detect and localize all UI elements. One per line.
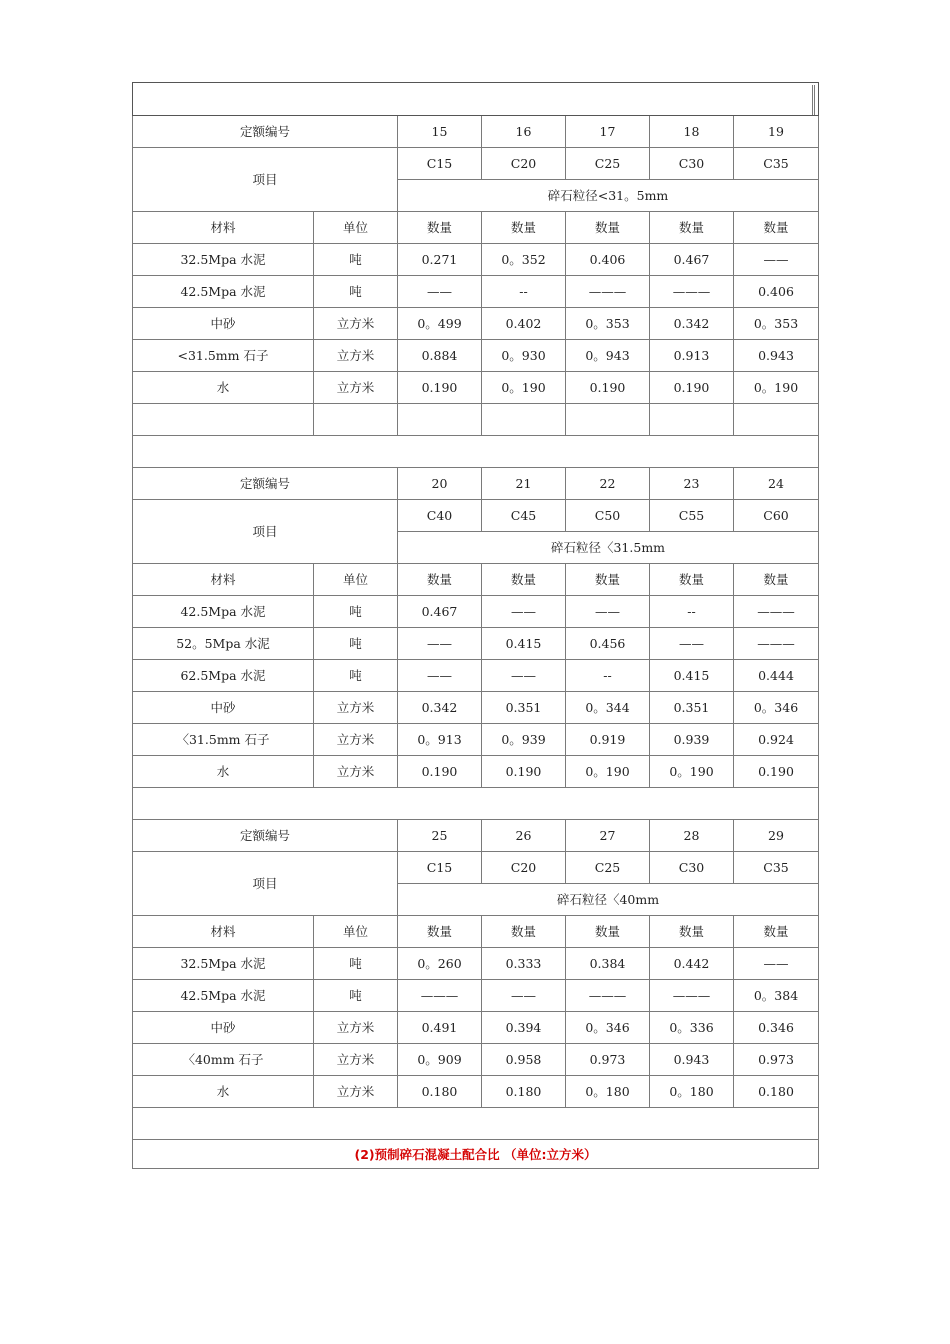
quantity-value: 0。190 bbox=[482, 372, 566, 404]
code-cell: 17 bbox=[566, 116, 650, 148]
mix-ratio-table-body bbox=[133, 83, 819, 1169]
material-unit: 立方米 bbox=[314, 1012, 398, 1044]
top-blank-cell bbox=[133, 83, 819, 116]
code-label: 定额编号 bbox=[133, 820, 398, 852]
quantity-header: 数量 bbox=[650, 916, 734, 948]
material-unit: 立方米 bbox=[314, 1044, 398, 1076]
quantity-value: -- bbox=[566, 660, 650, 692]
blank-cell bbox=[566, 404, 650, 436]
material-header: 材料 bbox=[133, 212, 314, 244]
quantity-value: 0.180 bbox=[482, 1076, 566, 1108]
quantity-value: 0.958 bbox=[482, 1044, 566, 1076]
quantity-value: —— bbox=[482, 980, 566, 1012]
blank-cell bbox=[398, 404, 482, 436]
quantity-header: 数量 bbox=[734, 916, 819, 948]
material-name: 52。5Mpa 水泥 bbox=[133, 628, 314, 660]
material-unit: 吨 bbox=[314, 276, 398, 308]
material-unit: 立方米 bbox=[314, 724, 398, 756]
code-row bbox=[133, 468, 819, 500]
quantity-value: —— bbox=[734, 948, 819, 980]
quantity-value: 0。346 bbox=[566, 1012, 650, 1044]
quantity-value: 0。190 bbox=[734, 372, 819, 404]
grade-row bbox=[133, 148, 819, 180]
quantity-value: ——— bbox=[650, 980, 734, 1012]
quantity-value: 0.939 bbox=[650, 724, 734, 756]
material-row bbox=[133, 244, 819, 276]
material-row bbox=[133, 692, 819, 724]
code-row bbox=[133, 820, 819, 852]
material-name: 32.5Mpa 水泥 bbox=[133, 948, 314, 980]
blank-cell bbox=[482, 404, 566, 436]
quantity-value: 0.406 bbox=[566, 244, 650, 276]
quantity-value: 0.342 bbox=[650, 308, 734, 340]
top-blank-row bbox=[133, 83, 819, 116]
material-name: 中砂 bbox=[133, 308, 314, 340]
material-row bbox=[133, 756, 819, 788]
material-row bbox=[133, 372, 819, 404]
quantity-value: 0.190 bbox=[398, 372, 482, 404]
unit-header: 单位 bbox=[314, 212, 398, 244]
quantity-value: 0.943 bbox=[650, 1044, 734, 1076]
material-unit: 立方米 bbox=[314, 1076, 398, 1108]
unit-header: 单位 bbox=[314, 916, 398, 948]
code-cell: 16 bbox=[482, 116, 566, 148]
quantity-value: 0。930 bbox=[482, 340, 566, 372]
material-name: 水 bbox=[133, 1076, 314, 1108]
quantity-value: 0.467 bbox=[398, 596, 482, 628]
quantity-value: 0.271 bbox=[398, 244, 482, 276]
quantity-value: —— bbox=[566, 596, 650, 628]
material-row bbox=[133, 308, 819, 340]
quantity-value: 0。190 bbox=[566, 756, 650, 788]
quantity-value: ——— bbox=[734, 596, 819, 628]
material-unit: 吨 bbox=[314, 628, 398, 660]
quantity-header: 数量 bbox=[650, 212, 734, 244]
material-name: 62.5Mpa 水泥 bbox=[133, 660, 314, 692]
code-cell: 24 bbox=[734, 468, 819, 500]
quantity-value: 0.346 bbox=[734, 1012, 819, 1044]
quantity-value: ——— bbox=[734, 628, 819, 660]
mix-ratio-table bbox=[132, 82, 819, 1169]
quantity-header: 数量 bbox=[398, 212, 482, 244]
blank-cell bbox=[133, 404, 314, 436]
quantity-header: 数量 bbox=[650, 564, 734, 596]
material-unit: 吨 bbox=[314, 948, 398, 980]
quantity-value: 0。913 bbox=[398, 724, 482, 756]
code-row bbox=[133, 116, 819, 148]
code-cell: 27 bbox=[566, 820, 650, 852]
quantity-value: 0。499 bbox=[398, 308, 482, 340]
quantity-value: 0.973 bbox=[566, 1044, 650, 1076]
quantity-header: 数量 bbox=[566, 212, 650, 244]
quantity-value: 0。190 bbox=[650, 756, 734, 788]
quantity-value: -- bbox=[650, 596, 734, 628]
code-cell: 20 bbox=[398, 468, 482, 500]
quantity-header: 数量 bbox=[482, 212, 566, 244]
blank-cell bbox=[650, 404, 734, 436]
quantity-header: 数量 bbox=[734, 212, 819, 244]
material-row bbox=[133, 660, 819, 692]
code-cell: 19 bbox=[734, 116, 819, 148]
section-separator-row bbox=[133, 788, 819, 820]
material-name: 42.5Mpa 水泥 bbox=[133, 980, 314, 1012]
quantity-value: 0.456 bbox=[566, 628, 650, 660]
material-row bbox=[133, 276, 819, 308]
grade-cell: C50 bbox=[566, 500, 650, 532]
grade-cell: C45 bbox=[482, 500, 566, 532]
quantity-value: 0.351 bbox=[650, 692, 734, 724]
quantity-value: 0.973 bbox=[734, 1044, 819, 1076]
material-row bbox=[133, 1012, 819, 1044]
quantity-value: 0.919 bbox=[566, 724, 650, 756]
quantity-value: 0。180 bbox=[650, 1076, 734, 1108]
grade-cell: C30 bbox=[650, 852, 734, 884]
grade-cell: C20 bbox=[482, 852, 566, 884]
quantity-value: 0.884 bbox=[398, 340, 482, 372]
quantity-value: —— bbox=[398, 628, 482, 660]
blank-cell bbox=[734, 404, 819, 436]
material-unit: 立方米 bbox=[314, 340, 398, 372]
quantity-value: 0.415 bbox=[650, 660, 734, 692]
table-caption: (2)预制碎石混凝土配合比 （单位:立方米） bbox=[133, 1140, 819, 1169]
quantity-value: 0。353 bbox=[566, 308, 650, 340]
blank-cell bbox=[314, 404, 398, 436]
grade-row bbox=[133, 500, 819, 532]
quantity-header: 数量 bbox=[398, 564, 482, 596]
material-name: 〈31.5mm 石子 bbox=[133, 724, 314, 756]
material-header: 材料 bbox=[133, 564, 314, 596]
quantity-header: 数量 bbox=[566, 564, 650, 596]
quantity-value: 0.333 bbox=[482, 948, 566, 980]
material-unit: 吨 bbox=[314, 244, 398, 276]
quantity-value: ——— bbox=[566, 980, 650, 1012]
quantity-value: —— bbox=[482, 660, 566, 692]
material-name: 42.5Mpa 水泥 bbox=[133, 596, 314, 628]
grade-cell: C15 bbox=[398, 148, 482, 180]
quantity-value: 0.190 bbox=[398, 756, 482, 788]
quantity-header: 数量 bbox=[482, 564, 566, 596]
quantity-value: 0.913 bbox=[650, 340, 734, 372]
material-header-row bbox=[133, 916, 819, 948]
code-cell: 26 bbox=[482, 820, 566, 852]
quantity-value: 0.467 bbox=[650, 244, 734, 276]
code-label: 定额编号 bbox=[133, 468, 398, 500]
material-row bbox=[133, 340, 819, 372]
separator-cell bbox=[133, 788, 819, 820]
quantity-value: 0.342 bbox=[398, 692, 482, 724]
grade-cell: C25 bbox=[566, 148, 650, 180]
quantity-header: 数量 bbox=[566, 916, 650, 948]
quantity-value: 0.444 bbox=[734, 660, 819, 692]
separator-cell bbox=[133, 1108, 819, 1140]
material-unit: 立方米 bbox=[314, 372, 398, 404]
item-label: 项目 bbox=[133, 852, 398, 916]
material-row bbox=[133, 980, 819, 1012]
aggregate-size: 碎石粒径〈31.5mm bbox=[398, 532, 819, 564]
material-name: 42.5Mpa 水泥 bbox=[133, 276, 314, 308]
material-unit: 吨 bbox=[314, 596, 398, 628]
quantity-value: 0。909 bbox=[398, 1044, 482, 1076]
material-name: <31.5mm 石子 bbox=[133, 340, 314, 372]
unit-header: 单位 bbox=[314, 564, 398, 596]
grade-cell: C40 bbox=[398, 500, 482, 532]
material-name: 〈40mm 石子 bbox=[133, 1044, 314, 1076]
quantity-value: 0。346 bbox=[734, 692, 819, 724]
item-label: 项目 bbox=[133, 500, 398, 564]
quantity-header: 数量 bbox=[734, 564, 819, 596]
grade-row bbox=[133, 852, 819, 884]
quantity-value: -- bbox=[482, 276, 566, 308]
quantity-value: 0.180 bbox=[734, 1076, 819, 1108]
material-unit: 立方米 bbox=[314, 692, 398, 724]
material-header-row bbox=[133, 212, 819, 244]
quantity-value: 0。352 bbox=[482, 244, 566, 276]
section-separator-row bbox=[133, 436, 819, 468]
grade-cell: C20 bbox=[482, 148, 566, 180]
grade-cell: C30 bbox=[650, 148, 734, 180]
quantity-value: 0.190 bbox=[482, 756, 566, 788]
quantity-value: —— bbox=[398, 660, 482, 692]
concrete-mix-document bbox=[132, 82, 818, 1169]
grade-cell: C55 bbox=[650, 500, 734, 532]
material-row bbox=[133, 724, 819, 756]
quantity-value: 0.384 bbox=[566, 948, 650, 980]
quantity-value: ——— bbox=[398, 980, 482, 1012]
grade-cell: C25 bbox=[566, 852, 650, 884]
quantity-value: 0。943 bbox=[566, 340, 650, 372]
code-cell: 25 bbox=[398, 820, 482, 852]
quantity-header: 数量 bbox=[398, 916, 482, 948]
material-unit: 吨 bbox=[314, 660, 398, 692]
material-row bbox=[133, 1076, 819, 1108]
material-row bbox=[133, 1044, 819, 1076]
code-cell: 18 bbox=[650, 116, 734, 148]
material-row bbox=[133, 948, 819, 980]
material-name: 水 bbox=[133, 372, 314, 404]
code-cell: 23 bbox=[650, 468, 734, 500]
code-label: 定额编号 bbox=[133, 116, 398, 148]
material-name: 水 bbox=[133, 756, 314, 788]
grade-cell: C35 bbox=[734, 852, 819, 884]
section-separator-row bbox=[133, 1108, 819, 1140]
quantity-value: 0。180 bbox=[566, 1076, 650, 1108]
grade-cell: C35 bbox=[734, 148, 819, 180]
aggregate-size: 碎石粒径<31。5mm bbox=[398, 180, 819, 212]
quantity-value: 0.943 bbox=[734, 340, 819, 372]
quantity-value: 0。260 bbox=[398, 948, 482, 980]
quantity-value: 0。344 bbox=[566, 692, 650, 724]
material-name: 中砂 bbox=[133, 692, 314, 724]
quantity-value: 0.442 bbox=[650, 948, 734, 980]
quantity-value: 0.394 bbox=[482, 1012, 566, 1044]
quantity-value: 0。384 bbox=[734, 980, 819, 1012]
quantity-value: 0.351 bbox=[482, 692, 566, 724]
code-cell: 15 bbox=[398, 116, 482, 148]
aggregate-size: 碎石粒径〈40mm bbox=[398, 884, 819, 916]
code-cell: 29 bbox=[734, 820, 819, 852]
quantity-value: 0.190 bbox=[650, 372, 734, 404]
quantity-value: 0。939 bbox=[482, 724, 566, 756]
quantity-value: 0.491 bbox=[398, 1012, 482, 1044]
quantity-value: 0。336 bbox=[650, 1012, 734, 1044]
quantity-value: 0.402 bbox=[482, 308, 566, 340]
quantity-value: 0.180 bbox=[398, 1076, 482, 1108]
material-row bbox=[133, 628, 819, 660]
quantity-value: 0.190 bbox=[566, 372, 650, 404]
quantity-value: —— bbox=[734, 244, 819, 276]
item-label: 项目 bbox=[133, 148, 398, 212]
quantity-header: 数量 bbox=[482, 916, 566, 948]
grade-cell: C60 bbox=[734, 500, 819, 532]
material-unit: 吨 bbox=[314, 980, 398, 1012]
quantity-value: ——— bbox=[650, 276, 734, 308]
code-cell: 21 bbox=[482, 468, 566, 500]
blank-row bbox=[133, 404, 819, 436]
quantity-value: 0.415 bbox=[482, 628, 566, 660]
material-unit: 立方米 bbox=[314, 308, 398, 340]
quantity-value: —— bbox=[398, 276, 482, 308]
grade-cell: C15 bbox=[398, 852, 482, 884]
code-cell: 28 bbox=[650, 820, 734, 852]
quantity-value: 0.924 bbox=[734, 724, 819, 756]
quantity-value: 0。353 bbox=[734, 308, 819, 340]
caption-row bbox=[133, 1140, 819, 1169]
material-unit: 立方米 bbox=[314, 756, 398, 788]
quantity-value: —— bbox=[482, 596, 566, 628]
material-name: 32.5Mpa 水泥 bbox=[133, 244, 314, 276]
quantity-value: ——— bbox=[566, 276, 650, 308]
material-name: 中砂 bbox=[133, 1012, 314, 1044]
quantity-value: —— bbox=[650, 628, 734, 660]
material-header-row bbox=[133, 564, 819, 596]
material-row bbox=[133, 596, 819, 628]
quantity-value: 0.190 bbox=[734, 756, 819, 788]
quantity-value: 0.406 bbox=[734, 276, 819, 308]
material-header: 材料 bbox=[133, 916, 314, 948]
code-cell: 22 bbox=[566, 468, 650, 500]
separator-cell bbox=[133, 436, 819, 468]
